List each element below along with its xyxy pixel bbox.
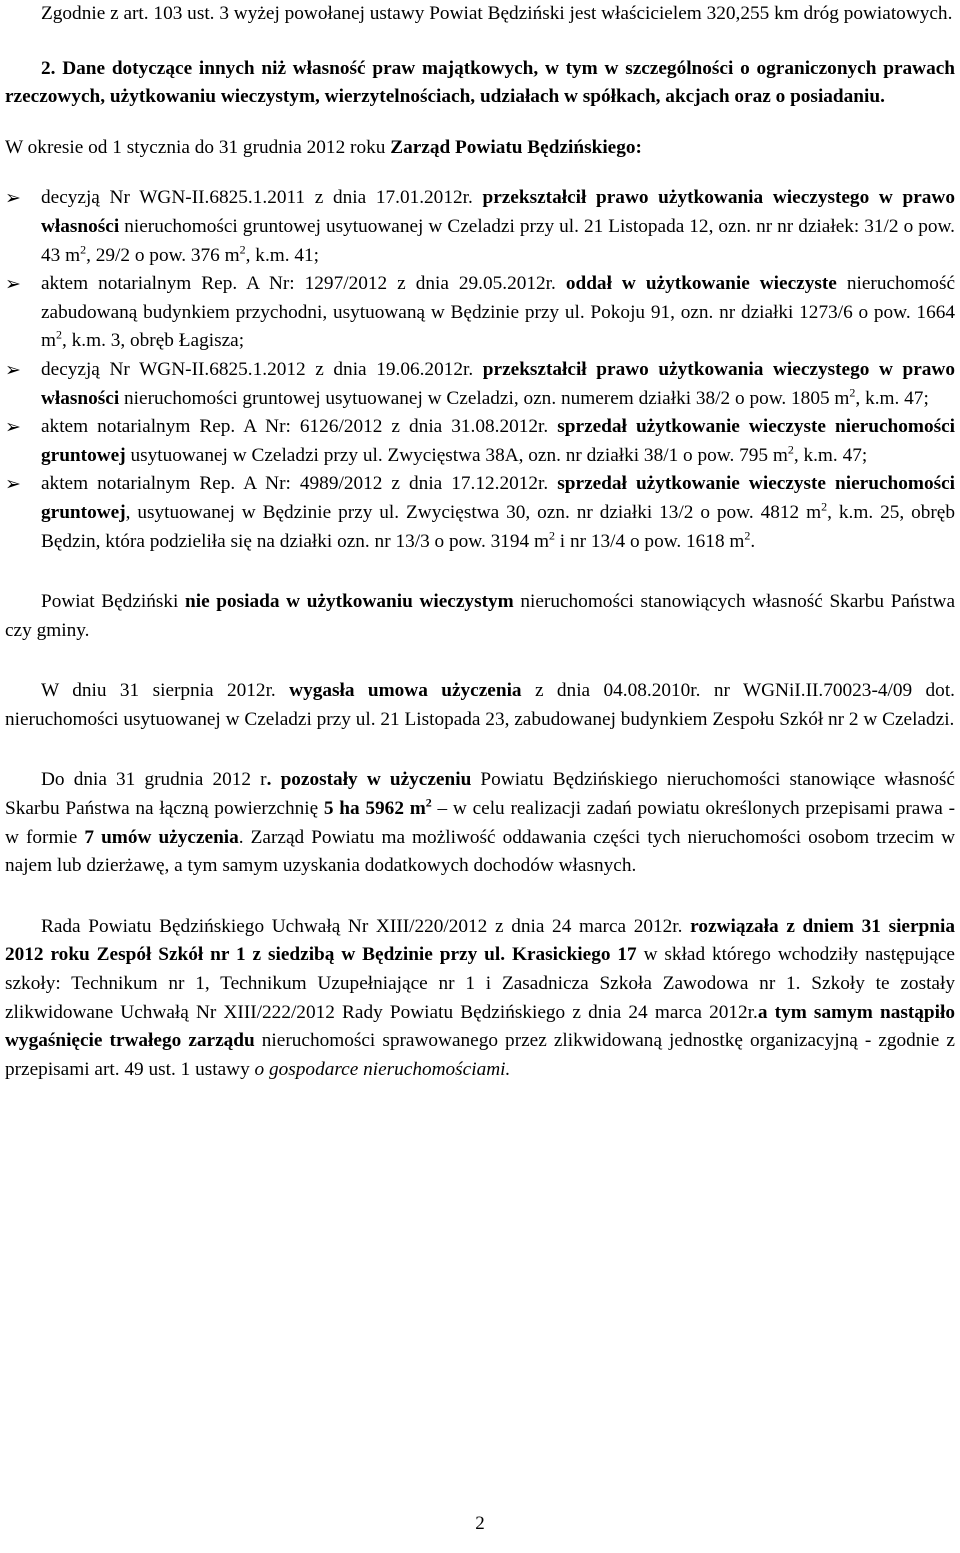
item-text: aktem notarialnym Rep. A Nr: 4989/2012 z dnia 17.12.2012r.: [41, 473, 558, 495]
item-action: sprzedał użytkowanie wieczyste nieruchomości gruntowej: [41, 416, 955, 466]
item-text: nieruchomość zabudowaną budynkiem przychodni, usytuowaną w Będzinie przy ul. Pokoju 91, ozn. nr działki 1273/6 o pow. 1664 m: [41, 273, 955, 352]
para-bold: . pozostały w użyczeniu: [266, 769, 472, 791]
item-sup: 2: [821, 499, 828, 514]
para-bold: wygasła umowa użyczenia: [289, 680, 522, 702]
list-item: [5, 356, 955, 413]
arrow-bullet-icon: ➢: [5, 358, 21, 381]
para-bold: rozwiązała z dniem 31 sierpnia 2012 roku Zespół Szkół nr 1 z siedzibą w Będzinie przy ul. Krasickiego 17: [5, 915, 955, 966]
para-text: Do dnia 31 grudnia 2012 r: [41, 769, 267, 791]
para-text: W dniu 31 sierpnia 2012r.: [41, 680, 290, 702]
para-text: . Zarząd Powiatu ma możliwość oddawania części tych nieruchomości osobom trzecim w najem lub dzierżawę, a tym samym uzyskania dodatkowych dochodów własnych.: [5, 826, 955, 877]
item-text: , k.m. 47;: [793, 444, 868, 466]
item-action: przekształcił prawo użytkowania wieczystego w prawo własności: [41, 187, 955, 237]
item-sup: 2: [56, 327, 62, 342]
document-page: [5, 0, 955, 1084]
item-text: decyzją Nr WGN-II.6825.1.2012 z dnia 19.06.2012r.: [41, 358, 483, 380]
list-item: [5, 184, 955, 270]
para-bold: a tym samym nastąpiło wygaśnięcie trwałego zarządu: [5, 1001, 956, 1052]
arrow-bullet-icon: ➢: [5, 473, 21, 496]
item-text: .: [750, 530, 756, 552]
para-text: nieruchomości stanowiących własność Skarbu Państwa czy gminy.: [5, 591, 955, 641]
item-text: usytuowanej w Czeladzi przy ul. Zwycięstwa 38A, ozn. nr działki 38/1 o pow. 795 m: [125, 444, 788, 466]
intro-paragraph: Zgodnie z art. 103 ust. 3 wyżej powołanej ustawy Powiat Będziński jest właścicielem 320,255 km dróg powiatowych.: [41, 3, 953, 24]
item-sup: 2: [787, 442, 794, 457]
item-text: , 29/2 o pow. 376 m: [86, 244, 240, 266]
item-text: nieruchomości gruntowej usytuowanej w Czeladzi przy ul. 21 Listopada 12, ozn. nr nr działek: 31/2 o pow. 43 m: [41, 215, 955, 266]
item-action: przekształcił prawo użytkowania wieczystego w prawo własności: [41, 358, 955, 409]
item-sup: 2: [849, 385, 856, 400]
paragraph-lending-remaining: [5, 766, 955, 880]
item-action: oddał w użytkowanie wieczyste: [565, 273, 837, 295]
item-text: , k.m. 25, obręb Będzin, która podzieliła się na działki ozn. nr 13/3 o pow. 3194 m: [41, 501, 956, 552]
period-prefix: W okresie od 1 stycznia do 31 grudnia 2012 roku: [5, 136, 391, 158]
period-board: Zarząd Powiatu Będzińskiego:: [390, 136, 642, 158]
para-text: z dnia 04.08.2010r. nr WGNiI.II.70023-4/09 dot. nieruchomości usytuowanej w Czeladzi przy ul. 21 Listopada 23, zabudowanej budynkiem Zespołu Szkół nr 2 w Czeladzi.: [5, 680, 955, 730]
period-line: [5, 134, 955, 163]
item-text: aktem notarialnym Rep. A Nr: 1297/2012 z dnia 29.05.2012r.: [41, 273, 566, 295]
item-text: decyzją Nr WGN-II.6825.1.2011 z dnia 17.01.2012r.: [41, 187, 483, 209]
item-sup: 2: [239, 242, 246, 257]
item-text: nieruchomości gruntowej usytuowanej w Czeladzi, ozn. numerem działki 38/2 o pow. 1805 m: [119, 387, 850, 409]
para-bold: 5 ha 5962 m: [323, 798, 426, 820]
item-sup: 2: [548, 528, 555, 543]
item-text: , k.m. 41;: [245, 244, 320, 266]
arrow-bullet-icon: ➢: [5, 273, 21, 296]
item-text: i nr 13/4 o pow. 1618 m: [554, 530, 745, 552]
para-text: – w celu realizacji zadań powiatu określonych przepisami prawa - w formie: [5, 798, 955, 848]
item-text: , usytuowanej w Będzinie przy ul. Zwycięstwa 30, ozn. nr działki 13/2 o pow. 4812 m: [125, 501, 822, 523]
item-sup: 2: [80, 242, 87, 257]
section-2-heading: [5, 55, 955, 112]
para-bold: 7 umów użyczenia: [84, 826, 239, 848]
para-bold: nie posiada w użytkowaniu wieczystym: [184, 591, 514, 613]
list-item: [5, 470, 955, 556]
item-text: aktem notarialnym Rep. A Nr: 6126/2012 z dnia 31.08.2012r.: [41, 416, 558, 438]
para-text: nieruchomości sprawowanego przez zlikwidowaną jednostkę organizacyjną - zgodnie z przepisami art. 49 ust. 1 ustawy: [5, 1030, 955, 1080]
para-text: w skład którego wchodziły następujące szkoły: Technikum nr 1, Technikum Uzupełniające nr 1 i Zasadnicza Szkoła Zawodowa nr 1. Szkoły te zostały zlikwidowane Uchwałą Nr XIII/222/2012 Rady Powiatu Będzińskiego z dnia 24 marca 2012r.: [5, 944, 955, 1023]
decision-list: [5, 184, 955, 556]
paragraph-lending-expired: [5, 677, 955, 734]
para-text: Powiatu Będzińskiego nieruchomości stanowiące własność Skarbu Państwa na łączną powierzchnię: [5, 769, 955, 820]
section-2-text: 2. Dane dotyczące innych niż własność praw majątkowych, w tym w szczególności o ograniczonych prawach rzeczowych, użytkowaniu wieczystym, wierzytelnościach, udziałach w spółkach, akcjach oraz o posiadaniu.: [5, 57, 955, 108]
paragraph-no-perpetual-use: [5, 588, 955, 645]
arrow-bullet-icon: ➢: [5, 187, 21, 210]
list-item: [5, 413, 955, 470]
item-text: , k.m. 3, obręb Łagisza;: [62, 330, 245, 352]
arrow-bullet-icon: ➢: [5, 416, 21, 439]
para-italic: o gospodarce nieruchomościami.: [254, 1058, 511, 1080]
item-sup: 2: [744, 528, 751, 543]
list-item: [5, 270, 955, 356]
item-text: , k.m. 47;: [855, 387, 929, 409]
paragraph-school-dissolution: [5, 913, 955, 1085]
para-text: Powiat Będziński: [41, 591, 185, 613]
item-action: sprzedał użytkowanie wieczyste nieruchomości gruntowej: [41, 473, 955, 523]
para-sup: 2: [425, 795, 432, 810]
para-text: Rada Powiatu Będzińskiego Uchwałą Nr XIII/220/2012 z dnia 24 marca 2012r.: [41, 915, 691, 937]
page-number: 2: [475, 1513, 485, 1534]
